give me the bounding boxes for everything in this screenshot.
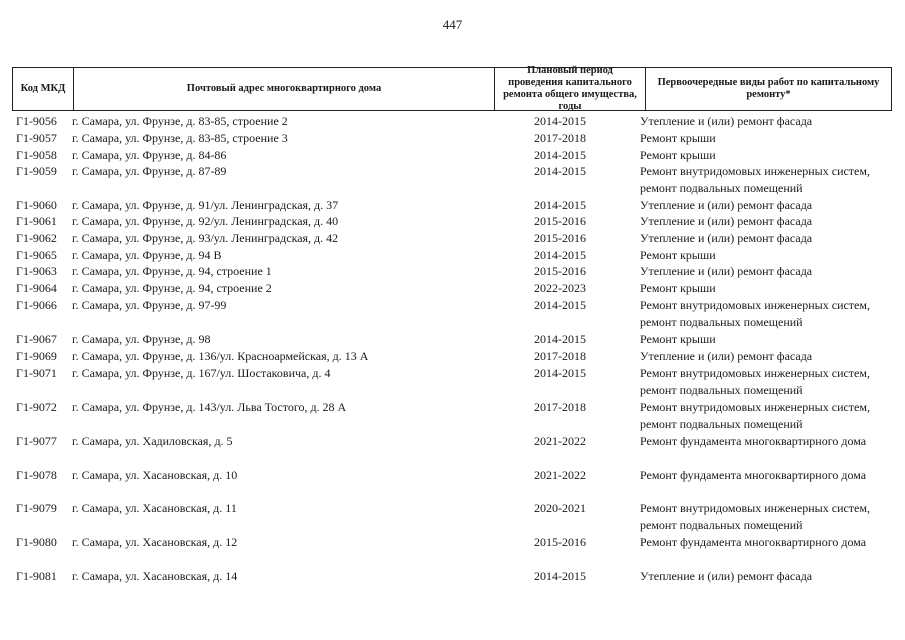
page-number: 447 xyxy=(442,17,463,32)
row-code: Г1-9061 xyxy=(16,214,57,228)
row-period: 2014-2015 xyxy=(534,332,586,346)
row-works: Ремонт крыши xyxy=(640,332,716,346)
row-address: г. Самара, ул. Фрунзе, д. 87-89 xyxy=(72,164,227,178)
row-works: Ремонт внутридомовых инженерных систем, ремонт подвальных помещений xyxy=(640,501,870,532)
row-address: г. Самара, ул. Хадиловская, д. 5 xyxy=(72,434,233,448)
row-code: Г1-9077 xyxy=(16,434,57,448)
row-works: Ремонт крыши xyxy=(640,131,716,145)
row-code: Г1-9064 xyxy=(16,281,57,295)
row-address: г. Самара, ул. Фрунзе, д. 167/ул. Шостаковича, д. 4 xyxy=(72,366,331,380)
row-period: 2014-2015 xyxy=(534,366,586,380)
row-code: Г1-9078 xyxy=(16,468,57,482)
row-works: Ремонт внутридомовых инженерных систем, ремонт подвальных помещений xyxy=(640,298,870,329)
row-code: Г1-9060 xyxy=(16,198,57,212)
row-address: г. Самара, ул. Фрунзе, д. 94, строение 1 xyxy=(72,264,272,278)
row-works: Утепление и (или) ремонт фасада xyxy=(640,569,813,583)
row-code: Г1-9057 xyxy=(16,131,57,145)
row-address: г. Самара, ул. Фрунзе, д. 93/ул. Ленинградская, д. 42 xyxy=(72,231,339,245)
row-period: 2014-2015 xyxy=(534,164,586,178)
row-works: Утепление и (или) ремонт фасада xyxy=(640,349,813,363)
row-works: Утепление и (или) ремонт фасада xyxy=(640,114,813,128)
header-works: Первоочередные виды работ по капитальному ремонту* xyxy=(657,77,880,100)
row-address: г. Самара, ул. Фрунзе, д. 83-85, строение 2 xyxy=(72,114,288,128)
row-address: г. Самара, ул. Фрунзе, д. 83-85, строение 3 xyxy=(72,131,288,145)
row-code: Г1-9058 xyxy=(16,148,57,162)
header-code: Код МКД xyxy=(20,83,66,94)
row-code: Г1-9069 xyxy=(16,349,57,363)
row-period: 2015-2016 xyxy=(534,264,586,278)
row-code: Г1-9081 xyxy=(16,569,57,583)
row-period: 2014-2015 xyxy=(534,148,586,162)
row-code: Г1-9062 xyxy=(16,231,57,245)
row-period: 2021-2022 xyxy=(534,434,586,448)
row-period: 2017-2018 xyxy=(534,400,586,414)
row-code: Г1-9056 xyxy=(16,114,57,128)
row-address: г. Самара, ул. Фрунзе, д. 91/ул. Ленинградская, д. 37 xyxy=(72,198,339,212)
row-works: Ремонт фундамента многоквартирного дома xyxy=(640,468,867,482)
row-code: Г1-9071 xyxy=(16,366,57,380)
row-works: Утепление и (или) ремонт фасада xyxy=(640,264,813,278)
row-address: г. Самара, ул. Хасановская, д. 10 xyxy=(72,468,238,482)
row-period: 2020-2021 xyxy=(534,501,586,515)
row-period: 2017-2018 xyxy=(534,349,586,363)
row-address: г. Самара, ул. Фрунзе, д. 136/ул. Красноармейская, д. 13 А xyxy=(72,349,369,363)
row-period: 2017-2018 xyxy=(534,131,586,145)
row-code: Г1-9059 xyxy=(16,164,57,178)
row-period: 2014-2015 xyxy=(534,114,586,128)
row-code: Г1-9080 xyxy=(16,535,57,549)
row-code: Г1-9079 xyxy=(16,501,57,515)
row-period: 2022-2023 xyxy=(534,281,586,295)
row-period: 2021-2022 xyxy=(534,468,586,482)
row-works: Ремонт внутридомовых инженерных систем, ремонт подвальных помещений xyxy=(640,366,870,397)
row-address: г. Самара, ул. Хасановская, д. 14 xyxy=(72,569,238,583)
row-address: г. Самара, ул. Фрунзе, д. 94, строение 2 xyxy=(72,281,272,295)
row-address: г. Самара, ул. Хасановская, д. 11 xyxy=(72,501,237,515)
row-works: Ремонт внутридомовых инженерных систем, ремонт подвальных помещений xyxy=(640,400,870,431)
row-works: Ремонт крыши xyxy=(640,248,716,262)
row-period: 2015-2016 xyxy=(534,535,586,549)
row-works: Ремонт фундамента многоквартирного дома xyxy=(640,535,867,549)
row-address: г. Самара, ул. Фрунзе, д. 97-99 xyxy=(72,298,227,312)
row-address: г. Самара, ул. Фрунзе, д. 94 В xyxy=(72,248,222,262)
row-works: Утепление и (или) ремонт фасада xyxy=(640,231,813,245)
row-period: 2014-2015 xyxy=(534,569,586,583)
row-address: г. Самара, ул. Фрунзе, д. 84-86 xyxy=(72,148,227,162)
row-works: Ремонт крыши xyxy=(640,148,716,162)
row-period: 2015-2016 xyxy=(534,231,586,245)
row-works: Утепление и (или) ремонт фасада xyxy=(640,198,813,212)
header-period: Плановый период проведения капитального ремонта общего имущества, годы xyxy=(503,65,637,112)
row-period: 2014-2015 xyxy=(534,248,586,262)
row-works: Ремонт крыши xyxy=(640,281,716,295)
row-code: Г1-9065 xyxy=(16,248,57,262)
row-period: 2014-2015 xyxy=(534,298,586,312)
row-address: г. Самара, ул. Фрунзе, д. 98 xyxy=(72,332,211,346)
row-address: г. Самара, ул. Хасановская, д. 12 xyxy=(72,535,238,549)
row-works: Ремонт внутридомовых инженерных систем, ремонт подвальных помещений xyxy=(640,164,870,195)
row-works: Ремонт фундамента многоквартирного дома xyxy=(640,434,867,448)
row-code: Г1-9072 xyxy=(16,400,57,414)
row-code: Г1-9067 xyxy=(16,332,57,346)
header-address: Почтовый адрес многоквартирного дома xyxy=(186,83,382,94)
row-code: Г1-9063 xyxy=(16,264,57,278)
row-period: 2014-2015 xyxy=(534,198,586,212)
row-works: Утепление и (или) ремонт фасада xyxy=(640,214,813,228)
row-code: Г1-9066 xyxy=(16,298,57,312)
row-period: 2015-2016 xyxy=(534,214,586,228)
row-address: г. Самара, ул. Фрунзе, д. 92/ул. Ленинградская, д. 40 xyxy=(72,214,339,228)
row-address: г. Самара, ул. Фрунзе, д. 143/ул. Льва Тостого, д. 28 А xyxy=(72,400,347,414)
